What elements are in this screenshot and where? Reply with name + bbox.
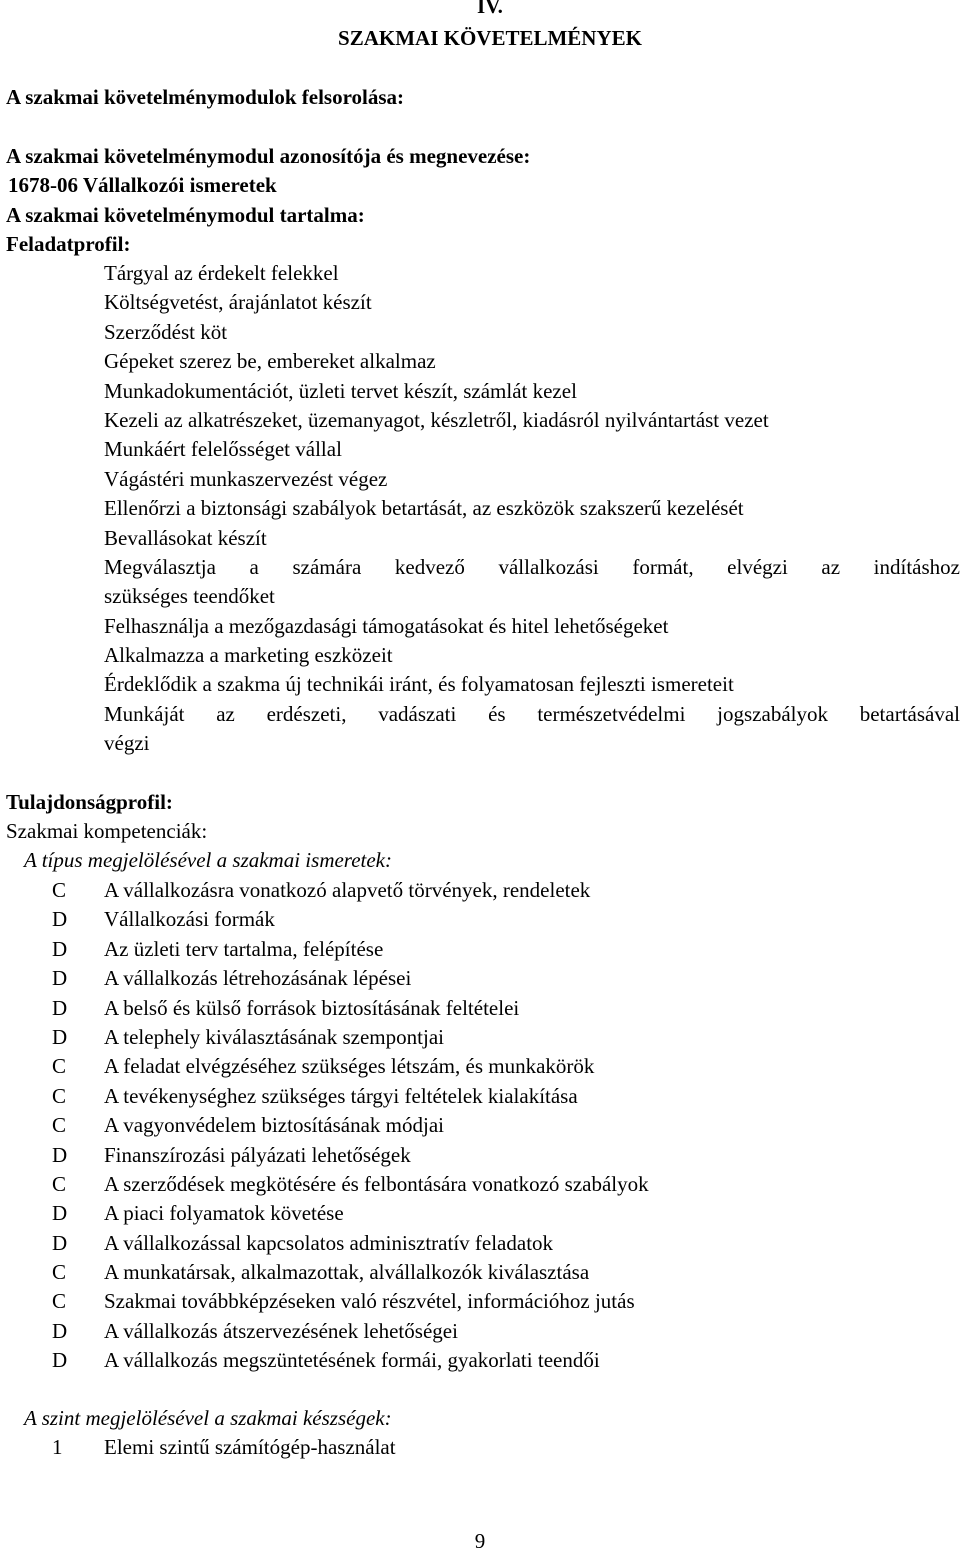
task-line: Munkadokumentációt, üzleti tervet készít, számlát kezel <box>104 378 577 403</box>
task-profile-heading: Feladatprofil: <box>6 232 131 256</box>
skills-list <box>52 1433 396 1462</box>
knowledge-heading: A típus megjelölésével a szakmai ismeretek: <box>24 848 392 872</box>
task-line: Ellenőrzi a biztonsági szabályok betartását, az eszközök szakszerű kezelését <box>104 496 744 521</box>
knowledge-level: D <box>52 1024 68 1049</box>
knowledge-level: C <box>52 1083 67 1108</box>
chapter-title: SZAKMAI KÖVETELMÉNYEK <box>338 26 642 50</box>
knowledge-row <box>52 876 649 905</box>
knowledge-text: A munkatársak, alkalmazottak, alvállalkozók kiválasztása <box>104 1260 590 1285</box>
task-line: Munkáért felelősséget vállal <box>104 437 342 462</box>
knowledge-row <box>52 905 649 934</box>
task-profile-list <box>104 259 960 759</box>
chapter-number: IV. <box>477 0 503 18</box>
knowledge-level: D <box>52 1142 68 1167</box>
knowledge-text: A belső és külső források biztosításának feltételei <box>104 995 520 1020</box>
knowledge-row <box>52 1111 649 1140</box>
skill-level: 1 <box>52 1435 63 1459</box>
knowledge-row <box>52 1170 649 1199</box>
knowledge-row <box>52 1287 649 1316</box>
knowledge-text: Az üzleti terv tartalma, felépítése <box>104 936 384 961</box>
skill-row <box>52 1433 396 1462</box>
page-number: 9 <box>474 1529 486 1553</box>
task-line: Költségvetést, árajánlatot készít <box>104 290 372 315</box>
knowledge-text: Vállalkozási formák <box>104 907 275 932</box>
task-line: szükséges teendőket <box>104 584 275 609</box>
task-line: végzi <box>104 731 150 756</box>
skills-heading: A szint megjelölésével a szakmai készségek: <box>24 1406 392 1430</box>
task-line: Alkalmazza a marketing eszközeit <box>104 643 393 668</box>
knowledge-level: C <box>52 1113 67 1138</box>
knowledge-row <box>52 1082 649 1111</box>
knowledge-level: D <box>52 1318 68 1343</box>
modules-list-heading: A szakmai követelménymodulok felsorolása: <box>6 85 405 109</box>
knowledge-list <box>52 876 649 1376</box>
knowledge-level: D <box>52 1348 68 1373</box>
competencies-label: Szakmai kompetenciák: <box>6 819 208 843</box>
knowledge-level: D <box>52 907 68 932</box>
knowledge-text: A piaci folyamatok követése <box>104 1201 344 1226</box>
knowledge-text: Finanszírozási pályázati lehetőségek <box>104 1142 411 1167</box>
knowledge-level: C <box>52 878 67 902</box>
knowledge-row <box>52 1346 649 1375</box>
skill-text: Elemi szintű számítógép-használat <box>104 1435 396 1459</box>
knowledge-row <box>52 1141 649 1170</box>
knowledge-level: C <box>52 1171 67 1196</box>
task-line: Megválasztja a számára kedvező vállalkozási formát, elvégzi az indításhoz <box>104 554 960 579</box>
knowledge-row <box>52 994 649 1023</box>
knowledge-level: D <box>52 966 68 991</box>
knowledge-text: A vállalkozás létrehozásának lépései <box>104 966 412 991</box>
knowledge-level: D <box>52 936 68 961</box>
knowledge-level: D <box>52 995 68 1020</box>
task-line: Bevallásokat készít <box>104 525 267 550</box>
knowledge-text: Szakmai továbbképzéseken való részvétel, információhoz jutás <box>104 1289 635 1314</box>
task-line: Vágástéri munkaszervezést végez <box>104 466 388 491</box>
task-line: Felhasználja a mezőgazdasági támogatásokat és hitel lehetőségeket <box>104 613 669 638</box>
knowledge-row <box>52 1052 649 1081</box>
knowledge-level: C <box>52 1260 67 1285</box>
task-line: Munkáját az erdészeti, vadászati és természetvédelmi jogszabályok betartásával <box>104 701 960 726</box>
task-line: Kezeli az alkatrészeket, üzemanyagot, készletről, kiadásról nyilvántartást vezet <box>104 407 769 432</box>
knowledge-text: A vagyonvédelem biztosításának módjai <box>104 1113 444 1138</box>
knowledge-level: D <box>52 1201 68 1226</box>
task-line: Szerződést köt <box>104 319 228 344</box>
knowledge-level: D <box>52 1230 68 1255</box>
knowledge-text: A vállalkozással kapcsolatos adminisztratív feladatok <box>104 1230 554 1255</box>
knowledge-text: A vállalkozás megszüntetésének formái, gyakorlati teendői <box>104 1348 600 1373</box>
knowledge-text: A feladat elvégzéséhez szükséges létszám, és munkakörök <box>104 1054 595 1079</box>
knowledge-row <box>52 1199 649 1228</box>
knowledge-row <box>52 935 649 964</box>
knowledge-row <box>52 1258 649 1287</box>
knowledge-text: A telephely kiválasztásának szempontjai <box>104 1024 444 1049</box>
property-profile-heading: Tulajdonságprofil: <box>6 790 173 814</box>
knowledge-text: A vállalkozásra vonatkozó alapvető törvények, rendeletek <box>104 878 591 902</box>
module-id-name: 1678-06 Vállalkozói ismeretek <box>8 173 277 197</box>
knowledge-text: A szerződések megkötésére és felbontására vonatkozó szabályok <box>104 1171 649 1196</box>
knowledge-row <box>52 1023 649 1052</box>
task-line: Érdeklődik a szakma új technikái iránt, és folyamatosan fejleszti ismereteit <box>104 672 734 697</box>
knowledge-text: A tevékenységhez szükséges tárgyi feltételek kialakítása <box>104 1083 578 1108</box>
knowledge-row <box>52 1317 649 1346</box>
task-line: Gépeket szerez be, embereket alkalmaz <box>104 349 436 374</box>
knowledge-row <box>52 964 649 993</box>
knowledge-text: A vállalkozás átszervezésének lehetőségei <box>104 1318 458 1343</box>
knowledge-level: C <box>52 1289 67 1314</box>
knowledge-row <box>52 1229 649 1258</box>
module-id-heading: A szakmai követelménymodul azonosítója és megnevezése: <box>6 144 531 168</box>
knowledge-level: C <box>52 1054 67 1079</box>
task-line: Tárgyal az érdekelt felekkel <box>104 261 339 285</box>
module-content-heading: A szakmai követelménymodul tartalma: <box>6 203 365 227</box>
